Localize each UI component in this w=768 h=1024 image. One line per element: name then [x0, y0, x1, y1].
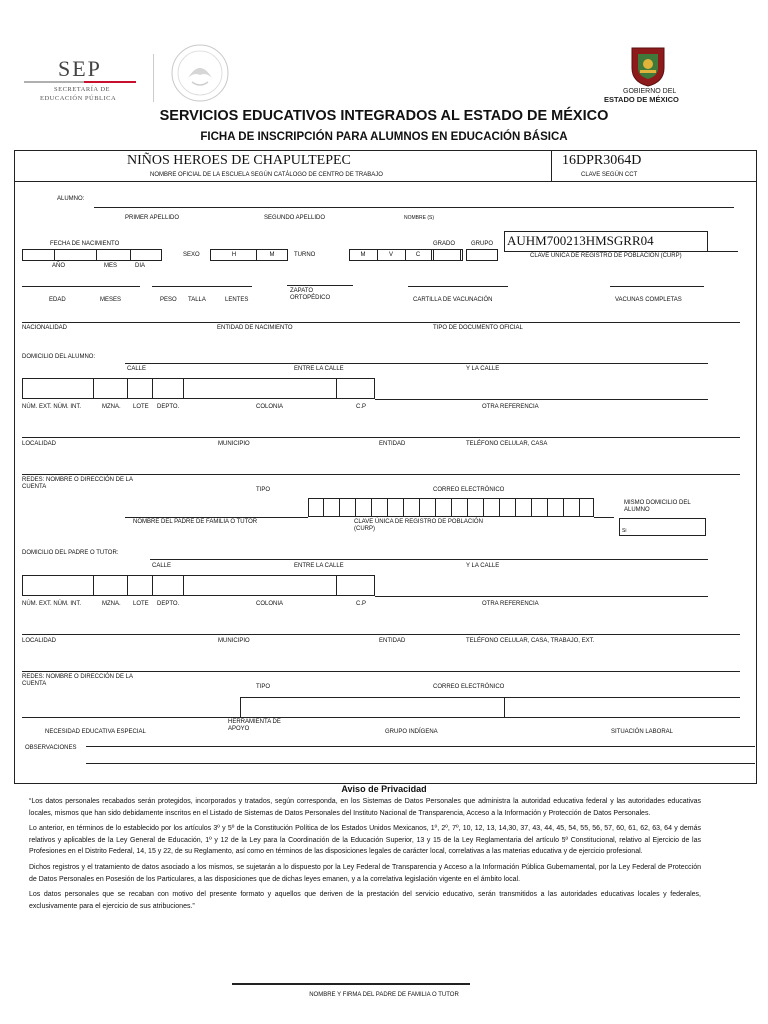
p-addr-divider: [336, 575, 337, 596]
p-lote-label: LOTE: [133, 601, 149, 607]
calle-line[interactable]: [125, 363, 708, 364]
dia-label: DIA: [135, 263, 146, 269]
birth-divider: [54, 249, 55, 261]
privacy-paragraph-3: Dichos registros y el tratamiento de datos asociado a los mismos, se sujetarán a lo dispuesto por la Ley Federal de Transparencia y Acceso a la Información Pública Gubernamental, por la Ley Federal de Protección de Datos Personales en Posesión de los Particulares, a las disposiciones que de dichas leyes emanen, y a la correlativa legislación vigente en el ámbito local.: [29, 863, 701, 883]
sep-subtitle-2: EDUCACIÓN PÚBLICA: [40, 95, 117, 102]
addr-divider: [127, 378, 128, 399]
p-tipo-label: TIPO: [256, 684, 271, 690]
p-entre-label: ENTRE LA CALLE: [294, 563, 344, 569]
localidad-label: LOCALIDAD: [22, 441, 57, 447]
p-cp-label: C.P: [356, 601, 367, 607]
num-label: NÚM. EXT. NÚM. INT.: [22, 404, 82, 410]
p-entidad-label: ENTIDAD: [379, 638, 406, 644]
p-addr-divider: [93, 575, 94, 596]
cp-label: C.P: [356, 404, 367, 410]
tipo-label: TIPO: [256, 487, 271, 493]
p-otra-label: OTRA REFERENCIA: [482, 601, 539, 607]
student-address-title: DOMICILIO DEL ALUMNO:: [22, 354, 96, 360]
turno-divider: [431, 249, 432, 261]
grado-field[interactable]: [433, 249, 463, 261]
school-name[interactable]: NIÑOS HEROES DE CHAPULTEPEC: [127, 153, 351, 168]
mzna-label: MZNA.: [102, 404, 121, 410]
vacunas-line[interactable]: [610, 286, 704, 287]
p-redes-label: REDES: NOMBRE O DIRECCIÓN DE LA CUENTA: [22, 674, 133, 687]
calle-label: CALLE: [127, 366, 147, 372]
herramienta-label: HERRAMIENTA DE APOYO: [228, 719, 281, 732]
p-municipio-label: MUNICIPIO: [218, 638, 250, 644]
birth-divider: [130, 249, 131, 261]
turno-m-option[interactable]: M: [360, 252, 366, 258]
mismo-domicilio-field[interactable]: [619, 518, 706, 536]
fecha-nac-label: FECHA DE NACIMIENTO: [50, 241, 120, 247]
indigena-label: GRUPO INDÍGENA: [385, 729, 438, 735]
grado-label: GRADO: [433, 241, 456, 247]
peso-label: PESO: [160, 297, 177, 303]
apellido2-label: SEGUNDO APELLIDO: [264, 215, 326, 221]
p-correo-label: CORREO ELECTRÓNICO: [433, 684, 505, 690]
privacy-title: Aviso de Privacidad: [341, 784, 427, 794]
addr-divider: [183, 378, 184, 399]
p-telefono-label: TELÉFONO CELULAR, CASA, TRABAJO, EXT.: [466, 638, 595, 644]
padre-name-label: NOMBRE DEL PADRE DE FAMILIA O TUTOR: [133, 519, 258, 525]
mes-label: MES: [104, 263, 118, 269]
parent-address-title: DOMICILIO DEL PADRE O TUTOR:: [22, 550, 119, 556]
observaciones-line-1[interactable]: [86, 746, 755, 747]
privacy-paragraph-1: “Los datos personales recabados serán protegidos, incorporados y tratados, según corresponda, en los Sistemas de Datos Personales que administra la autoridad educativa federal y las autoridades educativas locales, mismos que han sido debidamente inscritos en el Listado de Sistemas de Datos Personales del Instituto Nacional de Transparencia, Acceso a la Información y Protección de Datos Personales.: [29, 798, 701, 817]
birth-divider: [96, 249, 97, 261]
p-depto-label: DEPTO.: [157, 601, 180, 607]
otra-label: OTRA REFERENCIA: [482, 404, 539, 410]
school-cct-label: CLAVE SEGÚN CCT: [581, 172, 638, 178]
p-yla-label: Y LA CALLE: [466, 563, 500, 569]
curp-label: CLAVE ÚNICA DE REGISTRO DE POBLACIÓN (CURP): [530, 253, 682, 259]
cartilla-label: CARTILLA DE VACUNACIÓN: [413, 297, 493, 303]
padre-curp-cells: [308, 498, 594, 517]
p-redes-line: [22, 671, 740, 672]
p-addr-divider: [183, 575, 184, 596]
tipo-doc-label: TIPO DE DOCUMENTO OFICIAL: [433, 325, 523, 331]
sep-logo-text: SEP: [58, 56, 102, 81]
gov-line-1: GOBIERNO DEL: [623, 88, 677, 95]
yla-label: Y LA CALLE: [466, 366, 500, 372]
header-divider: [153, 54, 154, 102]
sep-subtitle-1: SECRETARÍA DE: [54, 86, 110, 93]
signature-line[interactable]: [232, 983, 470, 985]
depto-label: DEPTO.: [157, 404, 180, 410]
turno-label: TURNO: [294, 252, 316, 258]
addr-divider: [93, 378, 94, 399]
lote-label: LOTE: [133, 404, 149, 410]
padre-curp-ext-line: [594, 517, 614, 518]
student-name-line[interactable]: [94, 207, 734, 208]
padre-curp-label: CLAVE ÚNICA DE REGISTRO DE POBLACIÓN (CURP): [354, 519, 483, 532]
national-seal-icon: [166, 42, 234, 104]
necesidad-top-line: [240, 697, 740, 698]
redes-line: [22, 474, 740, 475]
talla-label: TALLA: [188, 297, 206, 303]
sexo-h-option[interactable]: H: [231, 252, 237, 258]
privacy-paragraph-2: Lo anterior, en términos de lo establecido por los artículos 3º y 5º de la Constitución Política de los Estados Unidos Mexicanos, 1º, 2º, 7º, 10, 12, 13, 14,30, 37, 43, 44, 45, 54, 55, 56, 57, 60, 61, 62, 63, 64 y demás relativos y aplicables de la Ley General de Educación, 1º y 12 de la Ley para la Coordinación de la Educación Superior, 13 y 15 de la Ley Reglamentaria del artículo 5º Constitucional, relativo al Ejercicio de las Profesiones en el Distrito Federal, 14, 15 y 22, de su Reglamento, así como en términos de las disposiciones legales de carácter local, correlativas a las materias educativa y de ejercicio profesional.: [29, 825, 701, 856]
localidad-line[interactable]: [22, 437, 740, 438]
entre-label: ENTRE LA CALLE: [294, 366, 344, 372]
birth-date-field[interactable]: [22, 249, 162, 261]
nacionalidad-label: NACIONALIDAD: [22, 325, 68, 331]
telefono-label: TELÉFONO CELULAR, CASA: [466, 441, 548, 447]
necesidad-divider: [240, 697, 241, 717]
p-addr-divider: [152, 575, 153, 596]
nacionalidad-line[interactable]: [22, 322, 740, 323]
correo-label: CORREO ELECTRÓNICO: [433, 487, 505, 493]
school-cct[interactable]: 16DPR3064D: [562, 153, 642, 168]
edomex-shield-icon: [626, 44, 670, 88]
edad-line[interactable]: [22, 286, 140, 287]
edad-label: EDAD: [49, 297, 66, 303]
addr-divider: [336, 378, 337, 399]
p-colonia-label: COLONIA: [256, 601, 284, 607]
entidad-nac-label: ENTIDAD DE NACIMIENTO: [217, 325, 293, 331]
gov-line-2: ESTADO DE MÉXICO: [604, 95, 679, 104]
curp-line: [504, 251, 738, 252]
page-title: SERVICIOS EDUCATIVOS INTEGRADOS AL ESTADO DE MÉXICO: [159, 108, 609, 124]
zapato-label: ZAPATO ORTOPÉDICO: [290, 288, 331, 301]
laboral-label: SITUACIÓN LABORAL: [611, 729, 674, 735]
school-cct-divider: [551, 150, 552, 181]
otra-ref-line[interactable]: [375, 399, 708, 400]
p-calle-line[interactable]: [150, 559, 708, 560]
grupo-label: GRUPO: [471, 241, 494, 247]
vacunas-label: VACUNAS COMPLETAS: [615, 297, 682, 303]
sexo-label: SEXO: [183, 252, 200, 258]
p-num-label: NÚM. EXT. NÚM. INT.: [22, 601, 82, 607]
observaciones-label: OBSERVACIONES: [25, 745, 77, 751]
p-calle-label: CALLE: [152, 563, 172, 569]
p-otra-ref-line[interactable]: [375, 596, 708, 597]
municipio-label: MUNICIPIO: [218, 441, 250, 447]
lentes-label: LENTES: [225, 297, 249, 303]
school-name-label: NOMBRE OFICIAL DE LA ESCUELA SEGÚN CATÁLOGO DE CENTRO DE TRABAJO: [150, 172, 383, 178]
necesidad-line[interactable]: [22, 717, 740, 718]
grupo-field[interactable]: [466, 249, 498, 261]
colonia-label: COLONIA: [256, 404, 284, 410]
padre-name-line[interactable]: [125, 517, 308, 518]
entidad-label: ENTIDAD: [379, 441, 406, 447]
turno-v-option[interactable]: V: [388, 252, 393, 258]
privacy-paragraph-4: Los datos personales que se recaban con motivo del presente formato y aquellos que deriven de la prestación del servicio educativo, serán transmitidos a las autoridades educativas locales y federales, exclusivamente para el ejercicio de sus atribuciones.”: [29, 891, 701, 910]
sexo-m-option[interactable]: M: [269, 252, 275, 258]
observaciones-line-2[interactable]: [86, 763, 755, 764]
apellido1-label: PRIMER APELLIDO: [125, 215, 180, 221]
meses-label: MESES: [100, 297, 122, 303]
sep-logo-stripe-red: [84, 81, 136, 83]
mismo-value: Si: [622, 528, 627, 534]
zapato-line[interactable]: [287, 285, 353, 286]
redes-label: REDES: NOMBRE O DIRECCIÓN DE LA CUENTA: [22, 477, 133, 490]
page-subtitle: FICHA DE INSCRIPCIÓN PARA ALUMNOS EN EDUCACIÓN BÁSICA: [200, 131, 568, 143]
curp-value: AUHM700213HMSGRR04: [507, 233, 654, 248]
turno-c-option[interactable]: C: [415, 252, 421, 258]
student-label: ALUMNO:: [57, 196, 85, 202]
cartilla-line[interactable]: [408, 286, 508, 287]
mismo-label: MISMO DOMICILIO DEL ALUMNO: [624, 500, 691, 513]
parent-address-grid[interactable]: [22, 575, 375, 596]
p-localidad-label: LOCALIDAD: [22, 638, 57, 644]
student-address-grid[interactable]: [22, 378, 375, 399]
p-addr-divider: [127, 575, 128, 596]
sep-logo: [24, 50, 136, 106]
school-row-bottom: [14, 181, 757, 182]
signature-label: NOMBRE Y FIRMA DEL PADRE DE FAMILIA O TUTOR: [309, 992, 459, 998]
nombre-label: NOMBRE (S): [404, 215, 434, 221]
p-mzna-label: MZNA.: [102, 601, 121, 607]
necesidad-label: NECESIDAD EDUCATIVA ESPECIAL: [45, 729, 146, 735]
addr-divider: [152, 378, 153, 399]
privacy-notice: [29, 796, 701, 916]
p-localidad-line[interactable]: [22, 634, 740, 635]
peso-line[interactable]: [152, 286, 252, 287]
necesidad-divider: [504, 697, 505, 717]
anio-label: AÑO: [52, 263, 66, 269]
